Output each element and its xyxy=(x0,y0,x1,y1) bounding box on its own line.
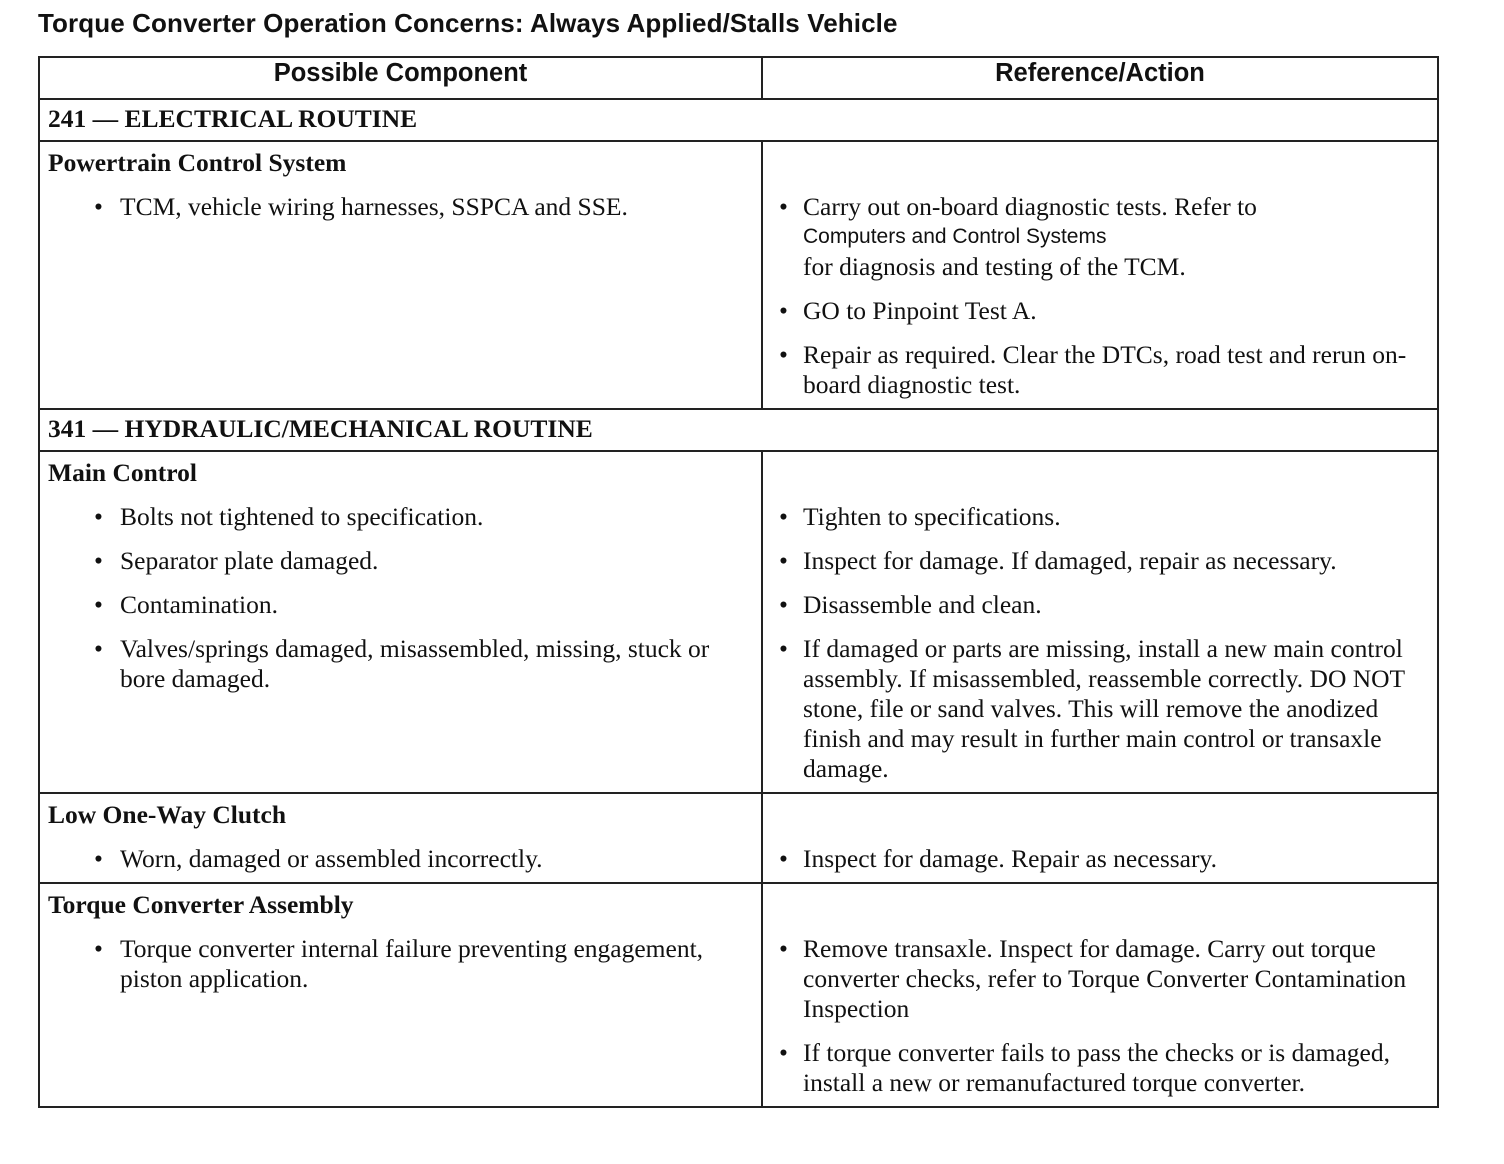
section-label: 241 — ELECTRICAL ROUTINE xyxy=(39,99,1438,141)
bullet-icon: • xyxy=(94,546,103,575)
group-name: Low One-Way Clutch xyxy=(48,800,287,829)
group-row-torque-converter-assembly xyxy=(39,883,1438,1107)
bullet-icon: • xyxy=(94,590,103,619)
group-row-main-control xyxy=(39,451,1438,793)
bullet-icon: • xyxy=(94,502,103,531)
bullet-icon: • xyxy=(94,844,103,873)
bullet-icon: • xyxy=(779,1038,788,1067)
action-item: • Inspect for damage. If damaged, repair as necessary. xyxy=(779,546,1337,575)
component-item: • Bolts not tightened to specification. xyxy=(94,502,484,531)
action-item: • Inspect for damage. Repair as necessary. xyxy=(779,844,1217,873)
bullet-icon: • xyxy=(94,634,103,663)
action-item: • Disassemble and clean. xyxy=(779,590,1042,619)
action-item: • GO to Pinpoint Test A. xyxy=(779,296,1037,325)
action-cell xyxy=(762,451,1438,793)
group-name: Torque Converter Assembly xyxy=(48,890,354,919)
component-cell xyxy=(39,793,762,883)
group-name: Main Control xyxy=(48,458,197,487)
action-cell xyxy=(762,141,1438,409)
component-item: • Torque converter internal failure preventing engagement, piston application. xyxy=(94,934,704,993)
header-row xyxy=(39,57,1438,99)
bullet-icon: • xyxy=(779,590,788,619)
group-row-low-one-way-clutch xyxy=(39,793,1438,883)
component-item: • TCM, vehicle wiring harnesses, SSPCA and SSE. xyxy=(94,192,628,221)
bullet-icon: • xyxy=(779,844,788,873)
bullet-icon: • xyxy=(779,192,788,221)
action-cell xyxy=(762,793,1438,883)
action-item: • If torque converter fails to pass the checks or is damaged, install a new or remanufactured torque converter. xyxy=(779,1038,1390,1097)
page-title: Torque Converter Operation Concerns: Always Applied/Stalls Vehicle xyxy=(38,8,898,38)
action-item: • If damaged or parts are missing, install a new main control assembly. If misassembled, reassemble correctly. DO NOT stone, file or sand valves. This will remove the anodized finish and may result in further main control or transaxle damage. xyxy=(779,634,1405,783)
bullet-icon: • xyxy=(94,192,103,221)
component-item: • Valves/springs damaged, misassembled, missing, stuck or bore damaged. xyxy=(94,634,710,693)
action-item: • Remove transaxle. Inspect for damage. Carry out torque converter checks, refer to Torque Converter Contamination Inspection xyxy=(779,934,1407,1023)
bullet-icon: • xyxy=(779,296,788,325)
bullet-icon: • xyxy=(94,934,103,963)
column-header-action: Reference/Action xyxy=(762,57,1438,99)
section-label: 341 — HYDRAULIC/MECHANICAL ROUTINE xyxy=(39,409,1438,451)
bullet-icon: • xyxy=(779,634,788,663)
action-cell xyxy=(762,883,1438,1107)
group-row-powertrain-control-system xyxy=(39,141,1438,409)
component-item: • Separator plate damaged. xyxy=(94,546,379,575)
bullet-icon: • xyxy=(779,546,788,575)
component-cell xyxy=(39,883,762,1107)
group-name: Powertrain Control System xyxy=(48,148,347,177)
reference-link[interactable]: Computers and Control Systems xyxy=(803,225,1107,248)
component-item: • Worn, damaged or assembled incorrectly. xyxy=(94,844,543,873)
bullet-icon: • xyxy=(779,934,788,963)
action-item: • Tighten to specifications. xyxy=(779,502,1061,531)
section-row-electrical xyxy=(39,99,1438,141)
bullet-icon: • xyxy=(779,340,788,369)
diagnosis-table xyxy=(38,56,1439,1108)
column-header-component: Possible Component xyxy=(39,57,762,99)
component-cell xyxy=(39,141,762,409)
section-row-hydraulic xyxy=(39,409,1438,451)
action-item: • Carry out on-board diagnostic tests. Refer to Computers and Control Systems for diagnosis and testing of the TCM. xyxy=(771,192,1429,282)
component-item: • Contamination. xyxy=(94,590,278,619)
component-cell xyxy=(39,451,762,793)
action-item: • Repair as required. Clear the DTCs, road test and rerun on-board diagnostic test. xyxy=(779,340,1407,399)
bullet-icon: • xyxy=(779,502,788,531)
